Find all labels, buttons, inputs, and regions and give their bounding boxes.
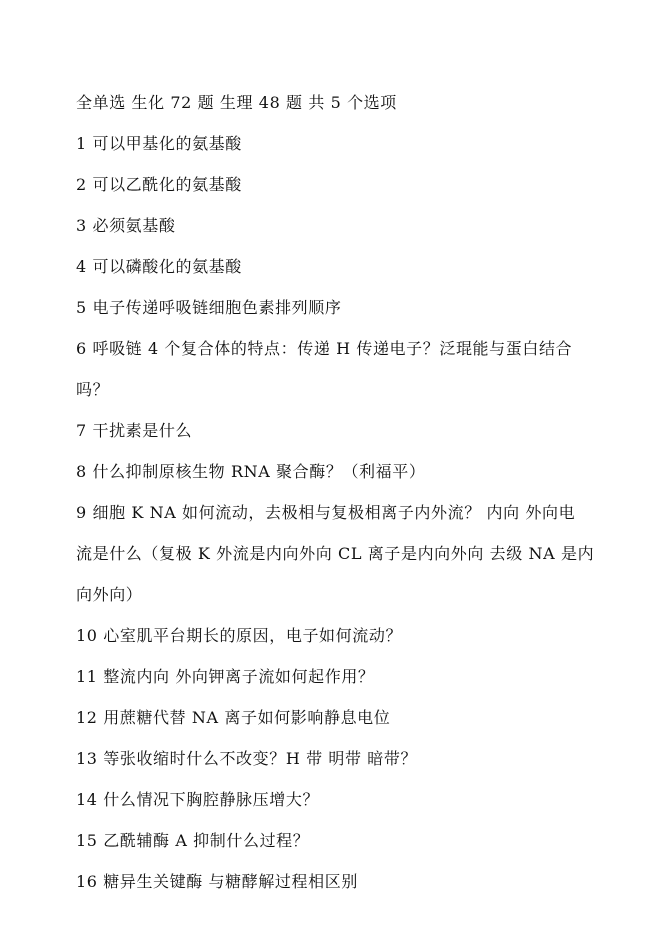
question-line: 8 什么抑制原核生物 RNA 聚合酶？（利福平） <box>76 462 426 481</box>
question-line-continued: 吗？ <box>76 380 110 399</box>
question-7 <box>76 410 636 451</box>
question-4 <box>76 246 636 287</box>
question-14 <box>76 779 636 820</box>
question-line: 14 什么情况下胸腔静脉压增大？ <box>76 790 320 809</box>
question-line: 12 用蔗糖代替 NA 离子如何影响静息电位 <box>76 708 391 727</box>
exam-header: 全单选 生化 72 题 生理 48 题 共 5 个选项 <box>76 93 397 112</box>
question-10 <box>76 615 636 656</box>
question-line: 3 必须氨基酸 <box>76 216 176 235</box>
question-11 <box>76 656 636 697</box>
question-line: 2 可以乙酰化的氨基酸 <box>76 175 242 194</box>
question-12 <box>76 697 636 738</box>
question-line: 16 糖异生关键酶 与糖酵解过程相区别 <box>76 872 358 891</box>
question-line-continued: 向外向） <box>76 585 143 604</box>
question-5 <box>76 287 636 328</box>
question-15 <box>76 820 636 861</box>
question-line: 4 可以磷酸化的氨基酸 <box>76 257 242 276</box>
question-2 <box>76 164 636 205</box>
question-13 <box>76 738 636 779</box>
question-3 <box>76 205 636 246</box>
question-line: 11 整流内向 外向钾离子流如何起作用？ <box>76 667 375 686</box>
question-9 <box>76 492 636 615</box>
question-line: 13 等张收缩时什么不改变？H 带 明带 暗带？ <box>76 749 418 768</box>
question-line-continued: 流是什么（复极 K 外流是内向外向 CL 离子是内向外向 去级 NA 是内 <box>76 544 595 563</box>
document-body <box>76 82 636 902</box>
question-line: 5 电子传递呼吸链细胞色素排列顺序 <box>76 298 342 317</box>
question-line: 15 乙酰辅酶 A 抑制什么过程？ <box>76 831 310 850</box>
question-16 <box>76 861 636 902</box>
question-line: 1 可以甲基化的氨基酸 <box>76 134 242 153</box>
question-6 <box>76 328 636 410</box>
question-line: 7 干扰素是什么 <box>76 421 193 440</box>
question-line: 6 呼吸链 4 个复合体的特点：传递 H 传递电子？泛琨能与蛋白结合 <box>76 339 573 358</box>
question-line: 10 心室肌平台期长的原因，电子如何流动？ <box>76 626 403 645</box>
question-8 <box>76 451 636 492</box>
question-1 <box>76 123 636 164</box>
question-line: 9 细胞 K NA 如何流动，去极相与复极相离子内外流？ 内向 外向电 <box>76 503 576 522</box>
